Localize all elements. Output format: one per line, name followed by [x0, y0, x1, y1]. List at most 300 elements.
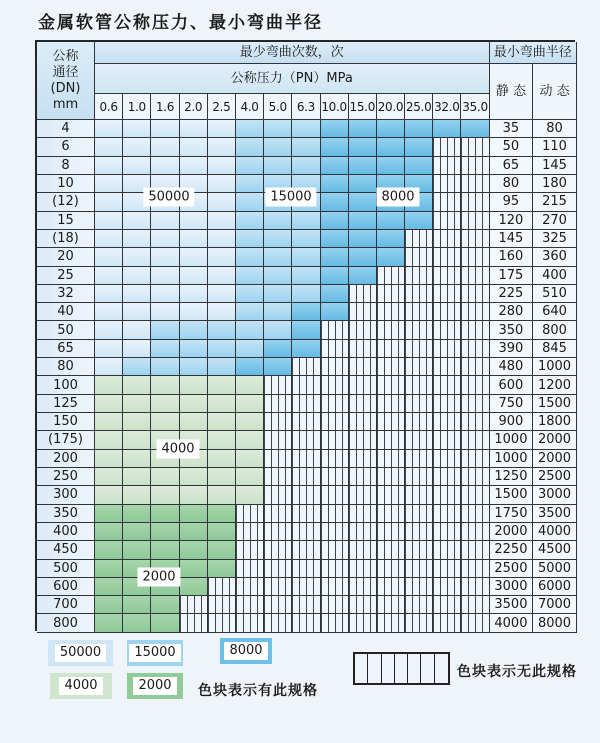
no-spec-cell — [377, 285, 405, 303]
no-spec-cell — [433, 230, 461, 248]
dn-header: 公称 通径 (DN) mm — [37, 42, 95, 120]
no-spec-cell — [292, 413, 320, 431]
dynamic-radius-cell: 400 — [533, 267, 577, 285]
no-spec-cell — [349, 285, 377, 303]
no-spec-cell — [321, 376, 349, 394]
dn-cell: 15 — [37, 212, 95, 230]
dn-cell: 4 — [37, 120, 95, 138]
spec-cell — [208, 523, 236, 541]
spec-cell — [123, 340, 151, 358]
cycle-count-label: 50000 — [143, 188, 194, 207]
no-spec-cell — [377, 431, 405, 449]
spec-cell — [377, 120, 405, 138]
no-spec-cell — [433, 395, 461, 413]
spec-cell — [236, 248, 264, 266]
spec-cell — [95, 321, 123, 339]
spec-cell — [95, 248, 123, 266]
spec-cell — [236, 413, 264, 431]
no-spec-cell — [405, 505, 433, 523]
dn-cell: 600 — [37, 578, 95, 596]
spec-cell — [208, 285, 236, 303]
no-spec-cell — [461, 321, 489, 339]
spec-cell — [461, 120, 489, 138]
no-spec-cell — [321, 395, 349, 413]
spec-cell — [264, 157, 292, 175]
spec-cell — [349, 193, 377, 211]
no-spec-cell — [461, 193, 489, 211]
dynamic-radius-cell: 4000 — [533, 523, 577, 541]
no-spec-cell — [405, 230, 433, 248]
spec-cell — [123, 596, 151, 614]
no-spec-cell — [405, 267, 433, 285]
dynamic-radius-cell: 1500 — [533, 395, 577, 413]
no-spec-cell — [236, 578, 264, 596]
spec-cell — [349, 267, 377, 285]
no-spec-cell — [349, 614, 377, 632]
dn-cell: 65 — [37, 340, 95, 358]
no-spec-cell — [433, 340, 461, 358]
spec-cell — [292, 212, 320, 230]
spec-cell — [151, 523, 179, 541]
spec-cell — [151, 376, 179, 394]
spec-cell — [123, 468, 151, 486]
spec-cell — [95, 614, 123, 632]
cycle-count-label: 4000 — [156, 440, 199, 459]
no-spec-cell — [433, 175, 461, 193]
no-spec-cell — [405, 431, 433, 449]
spec-cell — [321, 193, 349, 211]
no-spec-cell — [433, 486, 461, 504]
static-radius-cell: 80 — [490, 175, 534, 193]
spec-cell — [151, 505, 179, 523]
spec-cell — [180, 376, 208, 394]
spec-cell — [95, 596, 123, 614]
spec-cell — [321, 267, 349, 285]
no-spec-cell — [461, 230, 489, 248]
dn-cell: 25 — [37, 267, 95, 285]
no-spec-cell — [405, 321, 433, 339]
spec-cell — [377, 157, 405, 175]
pressure-value-header: 0.6 — [95, 94, 123, 120]
dynamic-radius-cell: 3000 — [533, 486, 577, 504]
spec-cell — [123, 376, 151, 394]
spec-cell — [123, 505, 151, 523]
no-spec-cell — [321, 450, 349, 468]
static-radius-cell: 750 — [490, 395, 534, 413]
spec-cell — [95, 468, 123, 486]
dynamic-radius-cell: 5000 — [533, 560, 577, 578]
dn-cell: (175) — [37, 431, 95, 449]
static-radius-cell: 1000 — [490, 431, 534, 449]
no-spec-cell — [321, 523, 349, 541]
spec-cell — [123, 138, 151, 156]
dynamic-radius-cell: 360 — [533, 248, 577, 266]
no-spec-cell — [236, 541, 264, 559]
spec-cell — [95, 157, 123, 175]
legend-swatch — [220, 638, 272, 664]
dn-cell: 40 — [37, 303, 95, 321]
no-spec-cell — [377, 578, 405, 596]
spec-cell — [151, 321, 179, 339]
spec-cell — [180, 340, 208, 358]
spec-cell — [236, 340, 264, 358]
spec-cell — [123, 321, 151, 339]
no-spec-cell — [321, 505, 349, 523]
spec-cell — [95, 230, 123, 248]
dynamic-radius-cell: 640 — [533, 303, 577, 321]
legend-swatch-label: 50000 — [55, 644, 106, 662]
legend-swatch-label: 8000 — [224, 642, 267, 660]
legend-swatch-label: 15000 — [129, 644, 180, 662]
spec-cell — [321, 285, 349, 303]
spec-cell — [180, 212, 208, 230]
spec-cell — [123, 431, 151, 449]
spec-cell — [236, 267, 264, 285]
no-spec-cell — [461, 505, 489, 523]
spec-cell — [95, 431, 123, 449]
spec-cell — [151, 267, 179, 285]
spec-cell — [208, 358, 236, 376]
spec-cell — [292, 120, 320, 138]
dynamic-radius-cell: 215 — [533, 193, 577, 211]
static-radius-cell: 225 — [490, 285, 534, 303]
no-spec-cell — [349, 395, 377, 413]
spec-cell — [123, 413, 151, 431]
spec-cell — [405, 120, 433, 138]
no-spec-cell — [292, 376, 320, 394]
spec-cell — [180, 395, 208, 413]
no-spec-cell — [433, 523, 461, 541]
spec-cell — [208, 468, 236, 486]
dynamic-radius-cell: 145 — [533, 157, 577, 175]
spec-cell — [321, 157, 349, 175]
no-spec-cell — [292, 505, 320, 523]
no-spec-cell — [405, 468, 433, 486]
legend-swatch — [127, 673, 183, 699]
dn-cell: 500 — [37, 560, 95, 578]
dynamic-radius-cell: 110 — [533, 138, 577, 156]
spec-cell — [123, 523, 151, 541]
spec-cell — [95, 486, 123, 504]
spec-cell — [236, 120, 264, 138]
dn-cell: 50 — [37, 321, 95, 339]
static-radius-cell: 350 — [490, 321, 534, 339]
no-spec-cell — [461, 340, 489, 358]
no-spec-cell — [180, 596, 208, 614]
spec-cell — [180, 413, 208, 431]
spec-cell — [151, 413, 179, 431]
legend-no-spec-text: 色块表示无此规格 — [457, 664, 577, 680]
radius-header: 最小弯曲半径 — [490, 42, 577, 64]
dynamic-radius-cell: 180 — [533, 175, 577, 193]
no-spec-cell — [433, 560, 461, 578]
spec-cell — [95, 175, 123, 193]
dn-cell: 300 — [37, 486, 95, 504]
no-spec-cell — [433, 267, 461, 285]
spec-cell — [123, 248, 151, 266]
spec-cell — [208, 157, 236, 175]
spec-cell — [208, 395, 236, 413]
spec-cell — [123, 230, 151, 248]
spec-cell — [292, 267, 320, 285]
spec-cell — [151, 248, 179, 266]
no-spec-cell — [433, 157, 461, 175]
no-spec-cell — [321, 358, 349, 376]
no-spec-cell — [264, 413, 292, 431]
no-spec-cell — [236, 560, 264, 578]
no-spec-cell — [349, 486, 377, 504]
no-spec-cell — [461, 358, 489, 376]
dn-cell: 32 — [37, 285, 95, 303]
no-spec-cell — [321, 596, 349, 614]
spec-cell — [236, 138, 264, 156]
spec-cell — [208, 175, 236, 193]
static-radius-cell: 2250 — [490, 541, 534, 559]
spec-cell — [95, 120, 123, 138]
static-radius-cell: 95 — [490, 193, 534, 211]
no-spec-cell — [377, 340, 405, 358]
no-spec-cell — [461, 541, 489, 559]
pressure-value-header: 1.0 — [123, 94, 151, 120]
no-spec-cell — [236, 596, 264, 614]
spec-cell — [264, 340, 292, 358]
spec-cell — [236, 230, 264, 248]
spec-cell — [349, 230, 377, 248]
legend-swatch-label: 2000 — [133, 677, 176, 695]
spec-cell — [151, 340, 179, 358]
spec-cell — [180, 505, 208, 523]
pressure-value-header: 6.3 — [292, 94, 320, 120]
spec-cell — [123, 157, 151, 175]
no-spec-cell — [264, 614, 292, 632]
no-spec-cell — [321, 541, 349, 559]
spec-cell — [405, 212, 433, 230]
static-header: 静 态 — [490, 64, 534, 120]
spec-cell — [321, 303, 349, 321]
dn-cell: 150 — [37, 413, 95, 431]
spec-cell — [123, 541, 151, 559]
no-spec-cell — [405, 248, 433, 266]
no-spec-cell — [236, 614, 264, 632]
spec-cell — [151, 358, 179, 376]
no-spec-cell — [180, 614, 208, 632]
spec-cell — [292, 157, 320, 175]
spec-cell — [236, 431, 264, 449]
dynamic-radius-cell: 1000 — [533, 358, 577, 376]
spec-cell — [321, 248, 349, 266]
no-spec-cell — [292, 486, 320, 504]
static-radius-cell: 1500 — [490, 486, 534, 504]
dn-cell: 800 — [37, 614, 95, 632]
spec-cell — [123, 212, 151, 230]
spec-cell — [264, 120, 292, 138]
static-radius-cell: 1000 — [490, 450, 534, 468]
no-spec-cell — [377, 395, 405, 413]
spec-cell — [95, 523, 123, 541]
spec-cell — [95, 560, 123, 578]
dynamic-radius-cell: 510 — [533, 285, 577, 303]
pressure-value-header: 35.0 — [461, 94, 489, 120]
spec-cell — [264, 267, 292, 285]
no-spec-cell — [461, 138, 489, 156]
static-radius-cell: 280 — [490, 303, 534, 321]
spec-cell — [292, 303, 320, 321]
no-spec-cell — [461, 614, 489, 632]
spec-cell — [208, 212, 236, 230]
no-spec-cell — [377, 358, 405, 376]
spec-cell — [349, 175, 377, 193]
legend-swatch — [50, 673, 112, 699]
spec-cell — [208, 505, 236, 523]
dn-cell: 6 — [37, 138, 95, 156]
dynamic-radius-cell: 8000 — [533, 614, 577, 632]
no-spec-cell — [433, 450, 461, 468]
no-spec-cell — [461, 523, 489, 541]
spec-cell — [123, 303, 151, 321]
no-spec-cell — [405, 560, 433, 578]
spec-cell — [236, 450, 264, 468]
spec-cell — [377, 138, 405, 156]
spec-cell — [180, 358, 208, 376]
spec-cell — [208, 230, 236, 248]
dn-cell: 250 — [37, 468, 95, 486]
no-spec-cell — [349, 505, 377, 523]
spec-cell — [236, 321, 264, 339]
spec-cell — [180, 523, 208, 541]
no-spec-cell — [433, 541, 461, 559]
spec-cell — [377, 212, 405, 230]
static-radius-cell: 1250 — [490, 468, 534, 486]
no-spec-cell — [433, 614, 461, 632]
no-spec-cell — [433, 413, 461, 431]
spec-cell — [95, 193, 123, 211]
static-radius-cell: 600 — [490, 376, 534, 394]
dn-cell: 8 — [37, 157, 95, 175]
spec-cell — [151, 614, 179, 632]
spec-cell — [95, 395, 123, 413]
no-spec-cell — [405, 523, 433, 541]
no-spec-cell — [377, 468, 405, 486]
spec-cell — [180, 267, 208, 285]
no-spec-cell — [377, 505, 405, 523]
no-spec-pattern-swatch — [353, 652, 450, 685]
legend-has-spec-text: 色块表示有此规格 — [198, 683, 318, 699]
spec-cell — [123, 120, 151, 138]
spec-cell — [208, 560, 236, 578]
spec-cell — [236, 303, 264, 321]
pressure-table — [35, 40, 575, 631]
no-spec-cell — [433, 358, 461, 376]
no-spec-cell — [433, 321, 461, 339]
spec-cell — [95, 303, 123, 321]
spec-cell — [208, 120, 236, 138]
static-radius-cell: 35 — [490, 120, 534, 138]
dn-cell: 100 — [37, 376, 95, 394]
no-spec-cell — [349, 358, 377, 376]
no-spec-cell — [236, 505, 264, 523]
no-spec-cell — [321, 321, 349, 339]
no-spec-cell — [349, 303, 377, 321]
spec-cell — [180, 578, 208, 596]
spec-cell — [151, 230, 179, 248]
no-spec-cell — [433, 285, 461, 303]
no-spec-cell — [292, 596, 320, 614]
no-spec-cell — [264, 450, 292, 468]
spec-cell — [292, 230, 320, 248]
static-radius-cell: 480 — [490, 358, 534, 376]
spec-cell — [180, 285, 208, 303]
no-spec-cell — [292, 560, 320, 578]
no-spec-cell — [377, 321, 405, 339]
spec-cell — [151, 395, 179, 413]
spec-cell — [180, 303, 208, 321]
no-spec-cell — [292, 468, 320, 486]
dynamic-radius-cell: 7000 — [533, 596, 577, 614]
spec-cell — [95, 285, 123, 303]
no-spec-cell — [405, 340, 433, 358]
dn-cell: 125 — [37, 395, 95, 413]
dn-cell: 200 — [37, 450, 95, 468]
no-spec-cell — [292, 358, 320, 376]
dynamic-radius-cell: 845 — [533, 340, 577, 358]
static-radius-cell: 175 — [490, 267, 534, 285]
no-spec-cell — [377, 303, 405, 321]
spec-cell — [236, 486, 264, 504]
no-spec-cell — [405, 376, 433, 394]
no-spec-cell — [461, 395, 489, 413]
no-spec-cell — [208, 596, 236, 614]
no-spec-cell — [461, 578, 489, 596]
no-spec-cell — [349, 560, 377, 578]
no-spec-cell — [264, 486, 292, 504]
dynamic-radius-cell: 270 — [533, 212, 577, 230]
no-spec-cell — [377, 486, 405, 504]
no-spec-cell — [433, 303, 461, 321]
no-spec-cell — [264, 578, 292, 596]
no-spec-cell — [349, 541, 377, 559]
dynamic-header: 动 态 — [533, 64, 577, 120]
no-spec-cell — [349, 450, 377, 468]
spec-cell — [208, 248, 236, 266]
spec-cell — [151, 468, 179, 486]
no-spec-cell — [377, 560, 405, 578]
spec-cell — [180, 157, 208, 175]
spec-cell — [151, 541, 179, 559]
spec-cell — [292, 321, 320, 339]
spec-cell — [95, 578, 123, 596]
dynamic-radius-cell: 1200 — [533, 376, 577, 394]
spec-cell — [180, 468, 208, 486]
no-spec-cell — [377, 376, 405, 394]
no-spec-cell — [321, 614, 349, 632]
dn-cell: 80 — [37, 358, 95, 376]
no-spec-cell — [377, 450, 405, 468]
pressure-value-header: 10.0 — [321, 94, 349, 120]
dn-cell: 350 — [37, 505, 95, 523]
spec-cell — [377, 230, 405, 248]
spec-cell — [151, 285, 179, 303]
spec-cell — [236, 193, 264, 211]
spec-cell — [264, 303, 292, 321]
legend-swatch — [127, 640, 183, 666]
no-spec-cell — [461, 303, 489, 321]
spec-cell — [208, 431, 236, 449]
no-spec-cell — [461, 248, 489, 266]
spec-cell — [123, 614, 151, 632]
spec-cell — [321, 212, 349, 230]
spec-cell — [208, 138, 236, 156]
no-spec-cell — [349, 376, 377, 394]
